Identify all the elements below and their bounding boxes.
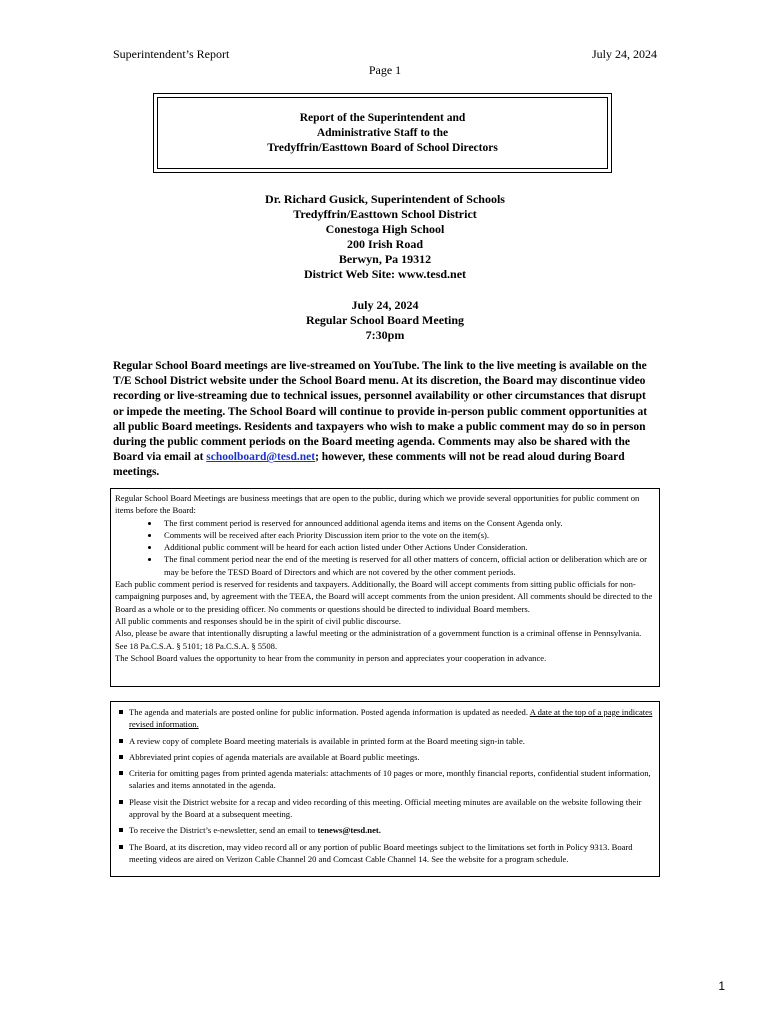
square-bullet-icon <box>119 845 123 849</box>
meeting-date: July 24, 2024 <box>351 298 419 312</box>
revised-info-note: A date at the top of a page indicates revised information. <box>129 707 653 730</box>
list-item <box>117 706 653 731</box>
agenda-info-box <box>110 701 660 877</box>
district-website: District Web Site: www.tesd.net <box>303 267 467 281</box>
notice-text: Regular School Board meetings are live-streamed on YouTube. The link to the live meeting is available on the T/E School District website under the School Board menu. At its discretion, the Board may discontinue video recording or live-streaming due to technical issues, personnel availability or other circumstances that disrupt or impede the meeting. The School Board will continue to provide in-person public comment opportunities at all public Board meetings. Residents and taxpayers who wish to make a public comment may do so in person during the public comment periods on the Board meeting agenda. Comments may also be shared with the Board via email at <box>113 360 648 464</box>
square-bullet-icon <box>119 710 123 714</box>
district-name: Tredyffrin/Easttown School District <box>293 207 477 221</box>
comment-periods-list <box>115 517 655 578</box>
livestream-notice <box>113 359 658 481</box>
meeting-type: Regular School Board Meeting <box>305 313 465 327</box>
comment-para-residents: Each public comment period is reserved for residents and taxpayers. Additionally, the Board will accept comments from sitting public officials for non-campaigning purposes and, by agreement with the TEEA, the Board will accept comments from the union president. All comments should be directed to the Board as a whole or to the presiding officer. No comments or questions should be directed to individual Board members. <box>115 579 653 614</box>
list-item: • The first comment period is reserved for announced additional agenda items and items on the Consent Agenda only. <box>160 517 655 529</box>
notice-tail: ; however, these comments will not be read aloud during Board meetings. <box>113 451 625 479</box>
square-bullet-icon <box>119 800 123 804</box>
comment-intro: Regular School Board Meetings are business meetings that are open to the public, during which we provide several opportunities for public comment on items before the Board: <box>115 493 640 516</box>
comment-para-thanks: The School Board values the opportunity to hear from the community in person and appreciates your cooperation in advance. <box>115 652 547 663</box>
city-address: Berwyn, Pa 19312 <box>338 252 432 266</box>
comment-para-disruption: Also, please be aware that intentionally disrupting a lawful meeting or the administration of a government function is a criminal offense in Pennsylvania. See 18 Pa.C.S.A. § 5101; 18 Pa.C.S.A. § 5508. <box>115 628 642 651</box>
meeting-time: 7:30pm <box>365 328 405 342</box>
list-item: • The final comment period near the end of the meeting is reserved for all other matters of concern, official action or deliberation which are or may be before the TESD Board of Directors and which are not covered by the other comment periods. <box>160 553 655 578</box>
comment-para-civil: All public comments and responses should be in the spirit of civil public discourse. <box>115 615 401 626</box>
list-item: • Comments will be received after each Priority Discussion item prior to the vote on the item(s). <box>160 529 655 541</box>
info-item-text: Abbreviated print copies of agenda materials are available at Board public meetings. <box>129 751 420 762</box>
list-item <box>117 751 653 763</box>
page-number: 1 <box>718 979 725 993</box>
info-item-text: Criteria for omitting pages from printed agenda materials: attachments of 10 pages or more, monthly financial reports, confidential student information, salaries and items annotated in the agenda. <box>129 768 651 791</box>
school-name: Conestoga High School <box>325 222 445 236</box>
title-line-2: Administrative Staff to the <box>316 126 449 139</box>
square-bullet-icon <box>119 828 123 832</box>
square-bullet-icon <box>119 739 123 743</box>
schoolboard-email-link[interactable]: schoolboard@tesd.net <box>206 451 316 464</box>
info-item-text: A review copy of complete Board meeting materials is available in printed form at the Board meeting sign-in table. <box>129 735 525 746</box>
title-box-inner <box>157 97 608 169</box>
meeting-block <box>0 298 770 343</box>
list-item: • Additional public comment will be heard for each action listed under Other Actions Under Consideration. <box>160 541 655 553</box>
title-line-1: Report of the Superintendent and <box>299 111 466 124</box>
list-item <box>117 767 653 792</box>
contact-block <box>0 192 770 282</box>
header-page-label: Page 1 <box>368 63 402 77</box>
list-item <box>117 796 653 821</box>
list-item <box>117 841 653 866</box>
list-item <box>117 735 653 747</box>
title-box <box>153 93 612 173</box>
newsletter-email: tenews@tesd.net. <box>317 825 381 836</box>
superintendent-name: Dr. Richard Gusick, Superintendent of Schools <box>265 192 505 206</box>
public-comment-box <box>110 488 660 687</box>
info-item-text: To receive the District’s e-newsletter, send an email to <box>129 825 318 836</box>
agenda-info-list <box>117 706 653 865</box>
list-item <box>117 824 653 836</box>
square-bullet-icon <box>119 755 123 759</box>
info-item-text: The agenda and materials are posted online for public information. Posted agenda information is updated as needed. <box>129 707 530 717</box>
title-line-3: Tredyffrin/Easttown Board of School Directors <box>267 141 498 154</box>
square-bullet-icon <box>119 771 123 775</box>
header-report-title: Superintendent’s Report <box>113 47 230 61</box>
street-address: 200 Irish Road <box>346 237 423 251</box>
header-date: July 24, 2024 <box>591 47 657 61</box>
info-item-text: Please visit the District website for a recap and video recording of this meeting. Official meeting minutes are available on the website following their approval by the Board at a subsequent meeting. <box>129 796 642 820</box>
info-item-text: The Board, at its discretion, may video record all or any portion of public Board meetings subject to the limitations set forth in Policy 9313. Board meeting videos are aired on Verizon Cable Channel 20 and Comcast Cable Channel 14. See the website for a program schedule. <box>129 841 633 864</box>
